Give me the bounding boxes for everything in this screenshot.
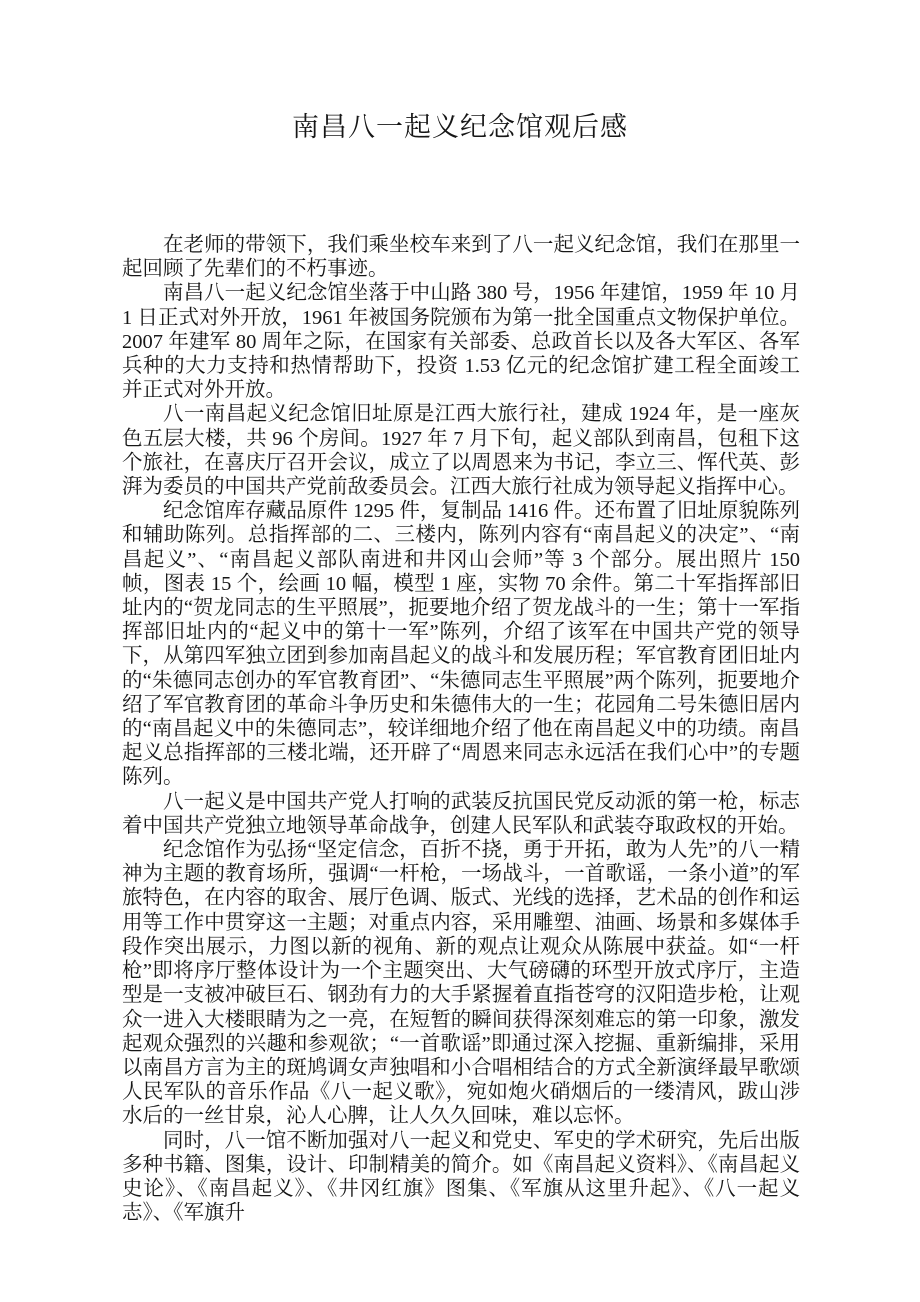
paragraph: 八一南昌起义纪念馆旧址原是江西大旅行社，建成 1924 年，是一座灰色五层大楼，共 96 个房间。1927 年 7 月下旬，起义部队到南昌，包租下这个旅社，在喜庆厅召开会议，成立了以周恩来为书记，李立三、恽代英、彭湃为委员的中国共产党前敌委员会。江西大旅行社成为领导起义指挥中心。	[122, 403, 800, 499]
paragraph: 在老师的带领下，我们乘坐校车来到了八一起义纪念馆，我们在那里一起回顾了先辈们的不朽事迹。	[122, 234, 800, 281]
paragraph: 纪念馆库存藏品原件 1295 件，复制品 1416 件。还布置了旧址原貌陈列和辅助陈列。总指挥部的二、三楼内，陈列内容有“南昌起义的决定”、“南昌起义”、“南昌起义部队南进和井冈山会师”等 3 个部分。展出照片 150 帧，图表 15 个，绘画 10 幅，模型 1 座，实物 70 余件。第二十军指挥部旧址内的“贺龙同志的生平照展”，扼要地介绍了贺龙战斗的一生；第十一军指挥部旧址内的“起义中的第十一军”陈列，介绍了该军在中国共产党的领导下，从第四军独立团到参加南昌起义的战斗和发展历程；军官教育团旧址内的“朱德同志创办的军官教育团”、“朱德同志生平照展”两个陈列，扼要地介绍了军官教育团的革命斗争历史和朱德伟大的一生；花园角二号朱德旧居内的“南昌起义中的朱德同志”，较详细地介绍了他在南昌起义中的功绩。南昌起义总指挥部的三楼北端，还开辟了“周恩来同志永远活在我们心中”的专题陈列。	[122, 500, 800, 789]
paragraph: 同时，八一馆不断加强对八一起义和党史、军史的学术研究，先后出版多种书籍、图集，设计、印制精美的简介。如《南昌起义资料》、《南昌起义史论》、《南昌起义》、《井冈红旗》图集、《军旗从这里升起》、《八一起义志》、《军旗升	[122, 1129, 800, 1225]
document-title: 南昌八一起义纪念馆观后感	[292, 112, 628, 142]
paragraph: 八一起义是中国共产党人打响的武装反抗国民党反动派的第一枪，标志着中国共产党独立地领导革命战争，创建人民军队和武装夺取政权的开始。	[122, 790, 800, 837]
document-body	[122, 233, 800, 1225]
paragraph: 南昌八一起义纪念馆坐落于中山路 380 号，1956 年建馆，1959 年 10 月 1 日正式对外开放，1961 年被国务院颁布为第一批全国重点文物保护单位。2007 年建军 80 周年之际，在国家有关部委、总政首长以及各大军区、各军兵种的大力支持和热情帮助下，投资 1.53 亿元的纪念馆扩建工程全面竣工并正式对外开放。	[122, 282, 800, 402]
paragraph: 纪念馆作为弘扬“坚定信念，百折不挠，勇于开拓，敢为人先”的八一精神为主题的教育场所，强调“一杆枪，一场战斗，一首歌谣，一条小道”的军旅特色，在内容的取舍、展厅色调、版式、光线的选择，艺术品的创作和运用等工作中贯穿这一主题；对重点内容，采用雕塑、油画、场景和多媒体手段作突出展示，力图以新的视角、新的观点让观众从陈展中获益。如“一杆枪”即将序厅整体设计为一个主题突出、大气磅礴的环型开放式序厅，主造型是一支被冲破巨石、钢劲有力的大手紧握着直指苍穹的汉阳造步枪，让观众一进入大楼眼睛为之一亮，在短暂的瞬间获得深刻难忘的第一印象，激发起观众强烈的兴趣和参观欲；“一首歌谣”即通过深入挖掘、重新编排，采用以南昌方言为主的斑鸠调女声独唱和小合唱相结合的方式全新演绎最早歌颂人民军队的音乐作品《八一起义歌》，宛如炮火硝烟后的一缕清风，跋山涉水后的一丝甘泉，沁人心脾，让人久久回味，难以忘怀。	[122, 839, 800, 1128]
